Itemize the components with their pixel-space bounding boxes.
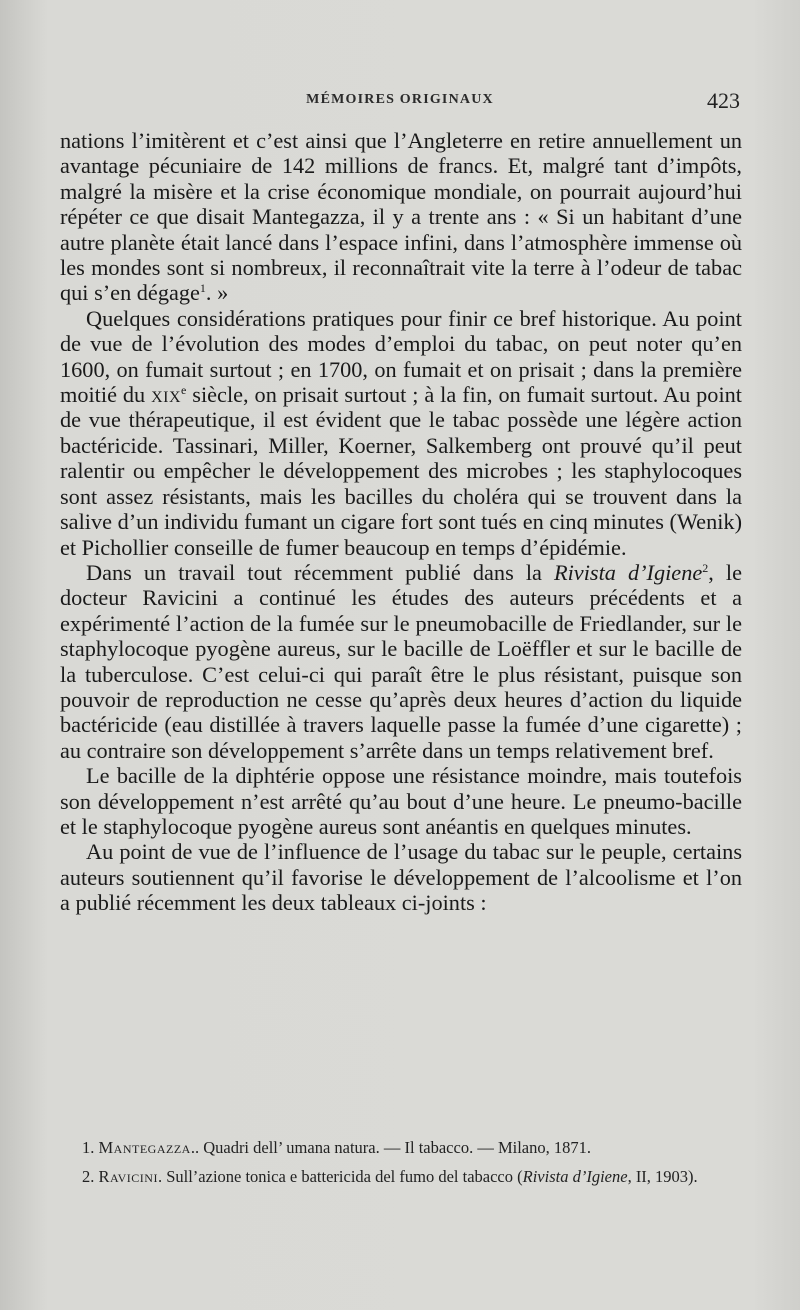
- paragraph-1: [60, 128, 742, 306]
- footnote-2-author: Ravicini: [98, 1167, 158, 1186]
- footnote-2-text-b: , II, 1903).: [627, 1167, 698, 1186]
- footnote-1-number: 1.: [82, 1138, 95, 1157]
- paragraph-4: Le bacille de la diphtérie oppose une résistance moindre, mais toutefois son développement n’est arrêté qu’au bout d’une heure. Le pneumo-bacille et le staphylocoque pyogène aureus sont anéantis en quelques minutes.: [60, 763, 742, 839]
- century-numeral: xix: [151, 382, 182, 408]
- footnote-1-text: .. Quadri dell’ umana natura. — Il tabacco. — Milano, 1871.: [190, 1138, 591, 1157]
- running-title: MÉMOIRES ORIGINAUX: [306, 92, 494, 107]
- footnote-ref-1: 1: [199, 281, 206, 296]
- footnote-2: [60, 1167, 742, 1187]
- paragraph-3-text-a: Dans un travail tout récemment publié dans la: [86, 559, 554, 585]
- footnote-2-journal: Rivista d’Igiene: [522, 1167, 628, 1186]
- paragraph-3-text-b: , le docteur Ravicini a continué les études des auteurs précédents et a expérimenté l’action de la fumée sur le pneumobacille de Friedlander, sur le staphylocoque pyogène aureus, sur le bacille de Loëffler et sur le bacille de la tuberculose. C’est celui-ci qui paraît être le plus résistant, puisque son pouvoir de reproduction ne cesse qu’après deux heures d’action du liquide bactéricide (eau distillée à travers laquelle passe la fumée d’une cigarette) ; au contraire son développement s’arrête dans un temps relativement bref.: [60, 559, 742, 763]
- footnote-1: [60, 1138, 742, 1158]
- footnote-2-text-a: . Sull’azione tonica e battericida del fumo del tabacco (: [157, 1167, 523, 1186]
- paragraph-2-text-a: Quelques considérations pratiques pour finir ce bref historique. Au point de vue de l’évolution des modes d’emploi du tabac, on peut noter qu’en 1600, on fumait surtout ; en 1700, on fumait et on prisait ; dans la première moitié du: [60, 305, 742, 408]
- paragraph-5: Au point de vue de l’influence de l’usage du tabac sur le peuple, certains auteurs soutiennent qu’il favorise le développement de l’alcoolisme et l’on a publié récemment les deux tableaux ci-joints :: [60, 839, 742, 916]
- paragraph-3: [60, 560, 742, 763]
- footnote-2-number: 2.: [82, 1167, 95, 1186]
- page-header: [60, 88, 740, 118]
- paragraph-1-text: nations l’imitèrent et c’est ainsi que l’Angleterre en retire annuellement un avantage pécuniaire de 142 millions de francs. Et, malgré tant d’impôts, malgré la misère et la crise économique mondiale, on pourrait aujourd’hui répéter ce que disait Mantegazza, il y a trente ans : « Si un habitant d’une autre planète était lancé dans l’espace infini, dans l’atmosphère immense où les mondes sont si nombreux, il reconnaîtrait vite la terre à l’odeur de tabac qui s’en dégage: [60, 128, 742, 306]
- paragraph-2-text-b: siècle, on prisait surtout ; à la fin, on fumait surtout. Au point de vue thérapeutique, il est évident que le tabac possède une légère action bactéricide. Tassinari, Miller, Koerner, Salkemberg ont prouvé qu’il peut ralentir ou empêcher le développement des microbes ; les staphylocoques sont assez résistants, mais les bacilles du choléra qui se trouvent dans la salive d’un individu fumant un cigare fort sont tués en cinq minutes (Wenik) et Pichollier conseille de fumer beaucoup en temps d’épidémie.: [60, 382, 742, 560]
- paragraph-2: [60, 306, 742, 560]
- journal-title: Rivista d’Igiene: [553, 559, 703, 585]
- paragraph-1-end: . »: [205, 280, 229, 306]
- page-number: 423: [707, 88, 740, 113]
- footnote-ref-2: 2: [702, 560, 709, 575]
- footnote-1-author: Mantegazza: [98, 1138, 191, 1157]
- century-suffix: e: [181, 383, 187, 398]
- body-text: [60, 128, 742, 916]
- footnotes: [60, 1138, 742, 1196]
